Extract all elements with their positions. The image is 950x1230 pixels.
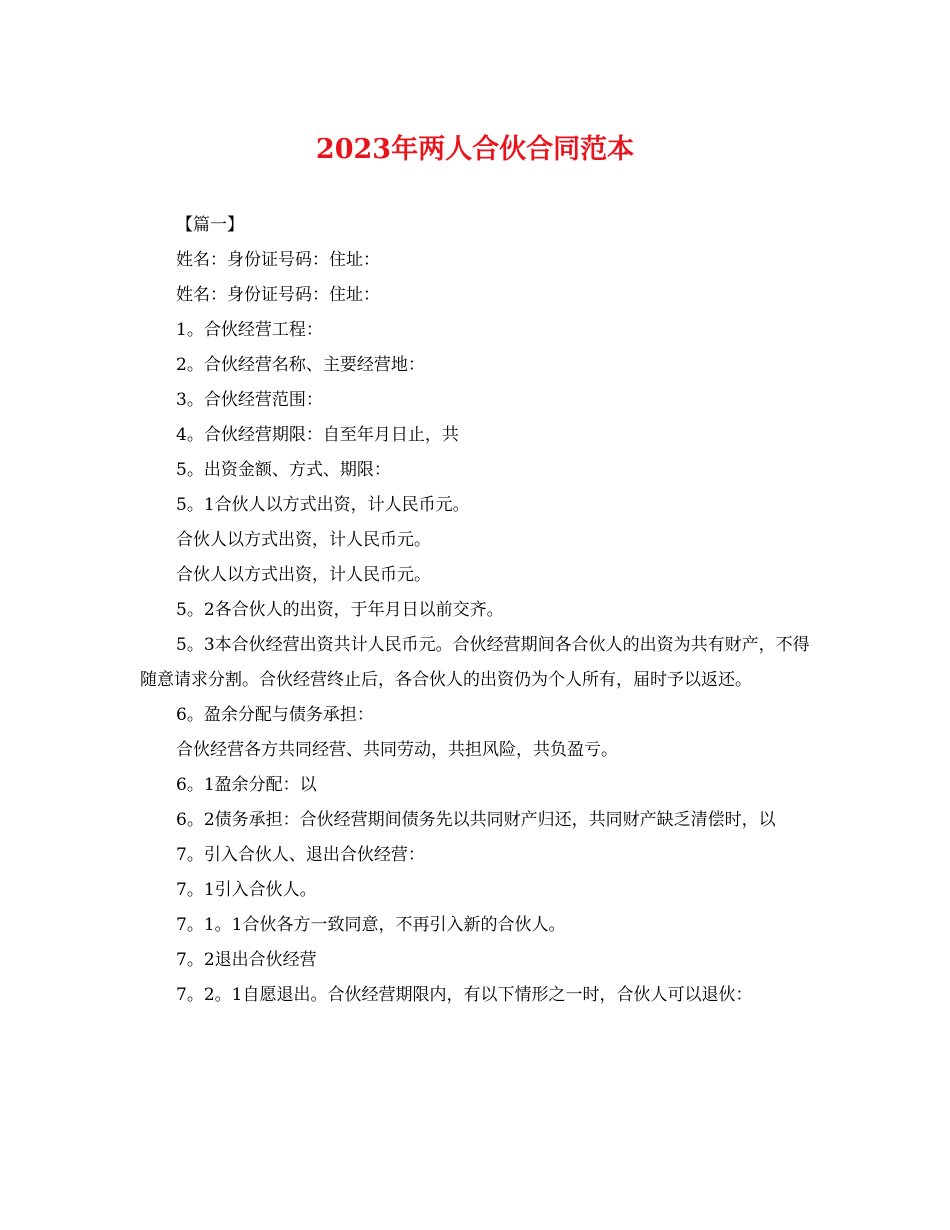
paragraph: 2。合伙经营名称、主要经营地：	[176, 355, 425, 375]
paragraph: 7。2。1自愿退出。合伙经营期限内，有以下情形之一时，合伙人可以退伙：	[176, 985, 753, 1005]
document-body	[140, 208, 820, 1013]
document-title: 2023年两人合伙合同范本	[315, 134, 635, 165]
paragraph: 合伙人以方式出资，计人民币元。	[176, 565, 431, 585]
paragraph: 3。合伙经营范围：	[176, 390, 323, 410]
paragraph: 1。合伙经营工程：	[176, 320, 323, 340]
section-heading: 【篇一】	[176, 215, 244, 235]
paragraph: 姓名：身份证号码：住址：	[176, 250, 380, 270]
paragraph: 7。1引入合伙人。	[176, 880, 317, 900]
paragraph: 6。1盈余分配：以	[176, 775, 317, 795]
paragraph: 7。2退出合伙经营	[176, 950, 317, 970]
paragraph: 6。2债务承担：合伙经营期间债务先以共同财产归还，共同财产缺乏清偿时，以	[176, 810, 776, 830]
paragraph: 5。出资金额、方式、期限：	[176, 460, 391, 480]
paragraph: 5。3本合伙经营出资共计人民币元。合伙经营期间各合伙人的出资为共有财产，不得随意请求分割。合伙经营终止后，各合伙人的出资仍为个人所有，届时予以返还。	[140, 635, 810, 690]
paragraph: 6。盈余分配与债务承担：	[176, 705, 374, 725]
paragraph: 5。2各合伙人的出资，于年月日以前交齐。	[176, 600, 504, 620]
paragraph: 5。1合伙人以方式出资，计人民币元。	[176, 495, 470, 515]
paragraph: 合伙人以方式出资，计人民币元。	[176, 530, 431, 550]
paragraph: 7。引入合伙人、退出合伙经营：	[176, 845, 425, 865]
paragraph: 姓名：身份证号码：住址：	[176, 285, 380, 305]
paragraph: 合伙经营各方共同经营、共同劳动，共担风险，共负盈亏。	[176, 740, 618, 760]
paragraph: 4。合伙经营期限：自至年月日止，共	[176, 425, 459, 445]
paragraph: 7。1。1合伙各方一致同意，不再引入新的合伙人。	[176, 915, 566, 935]
